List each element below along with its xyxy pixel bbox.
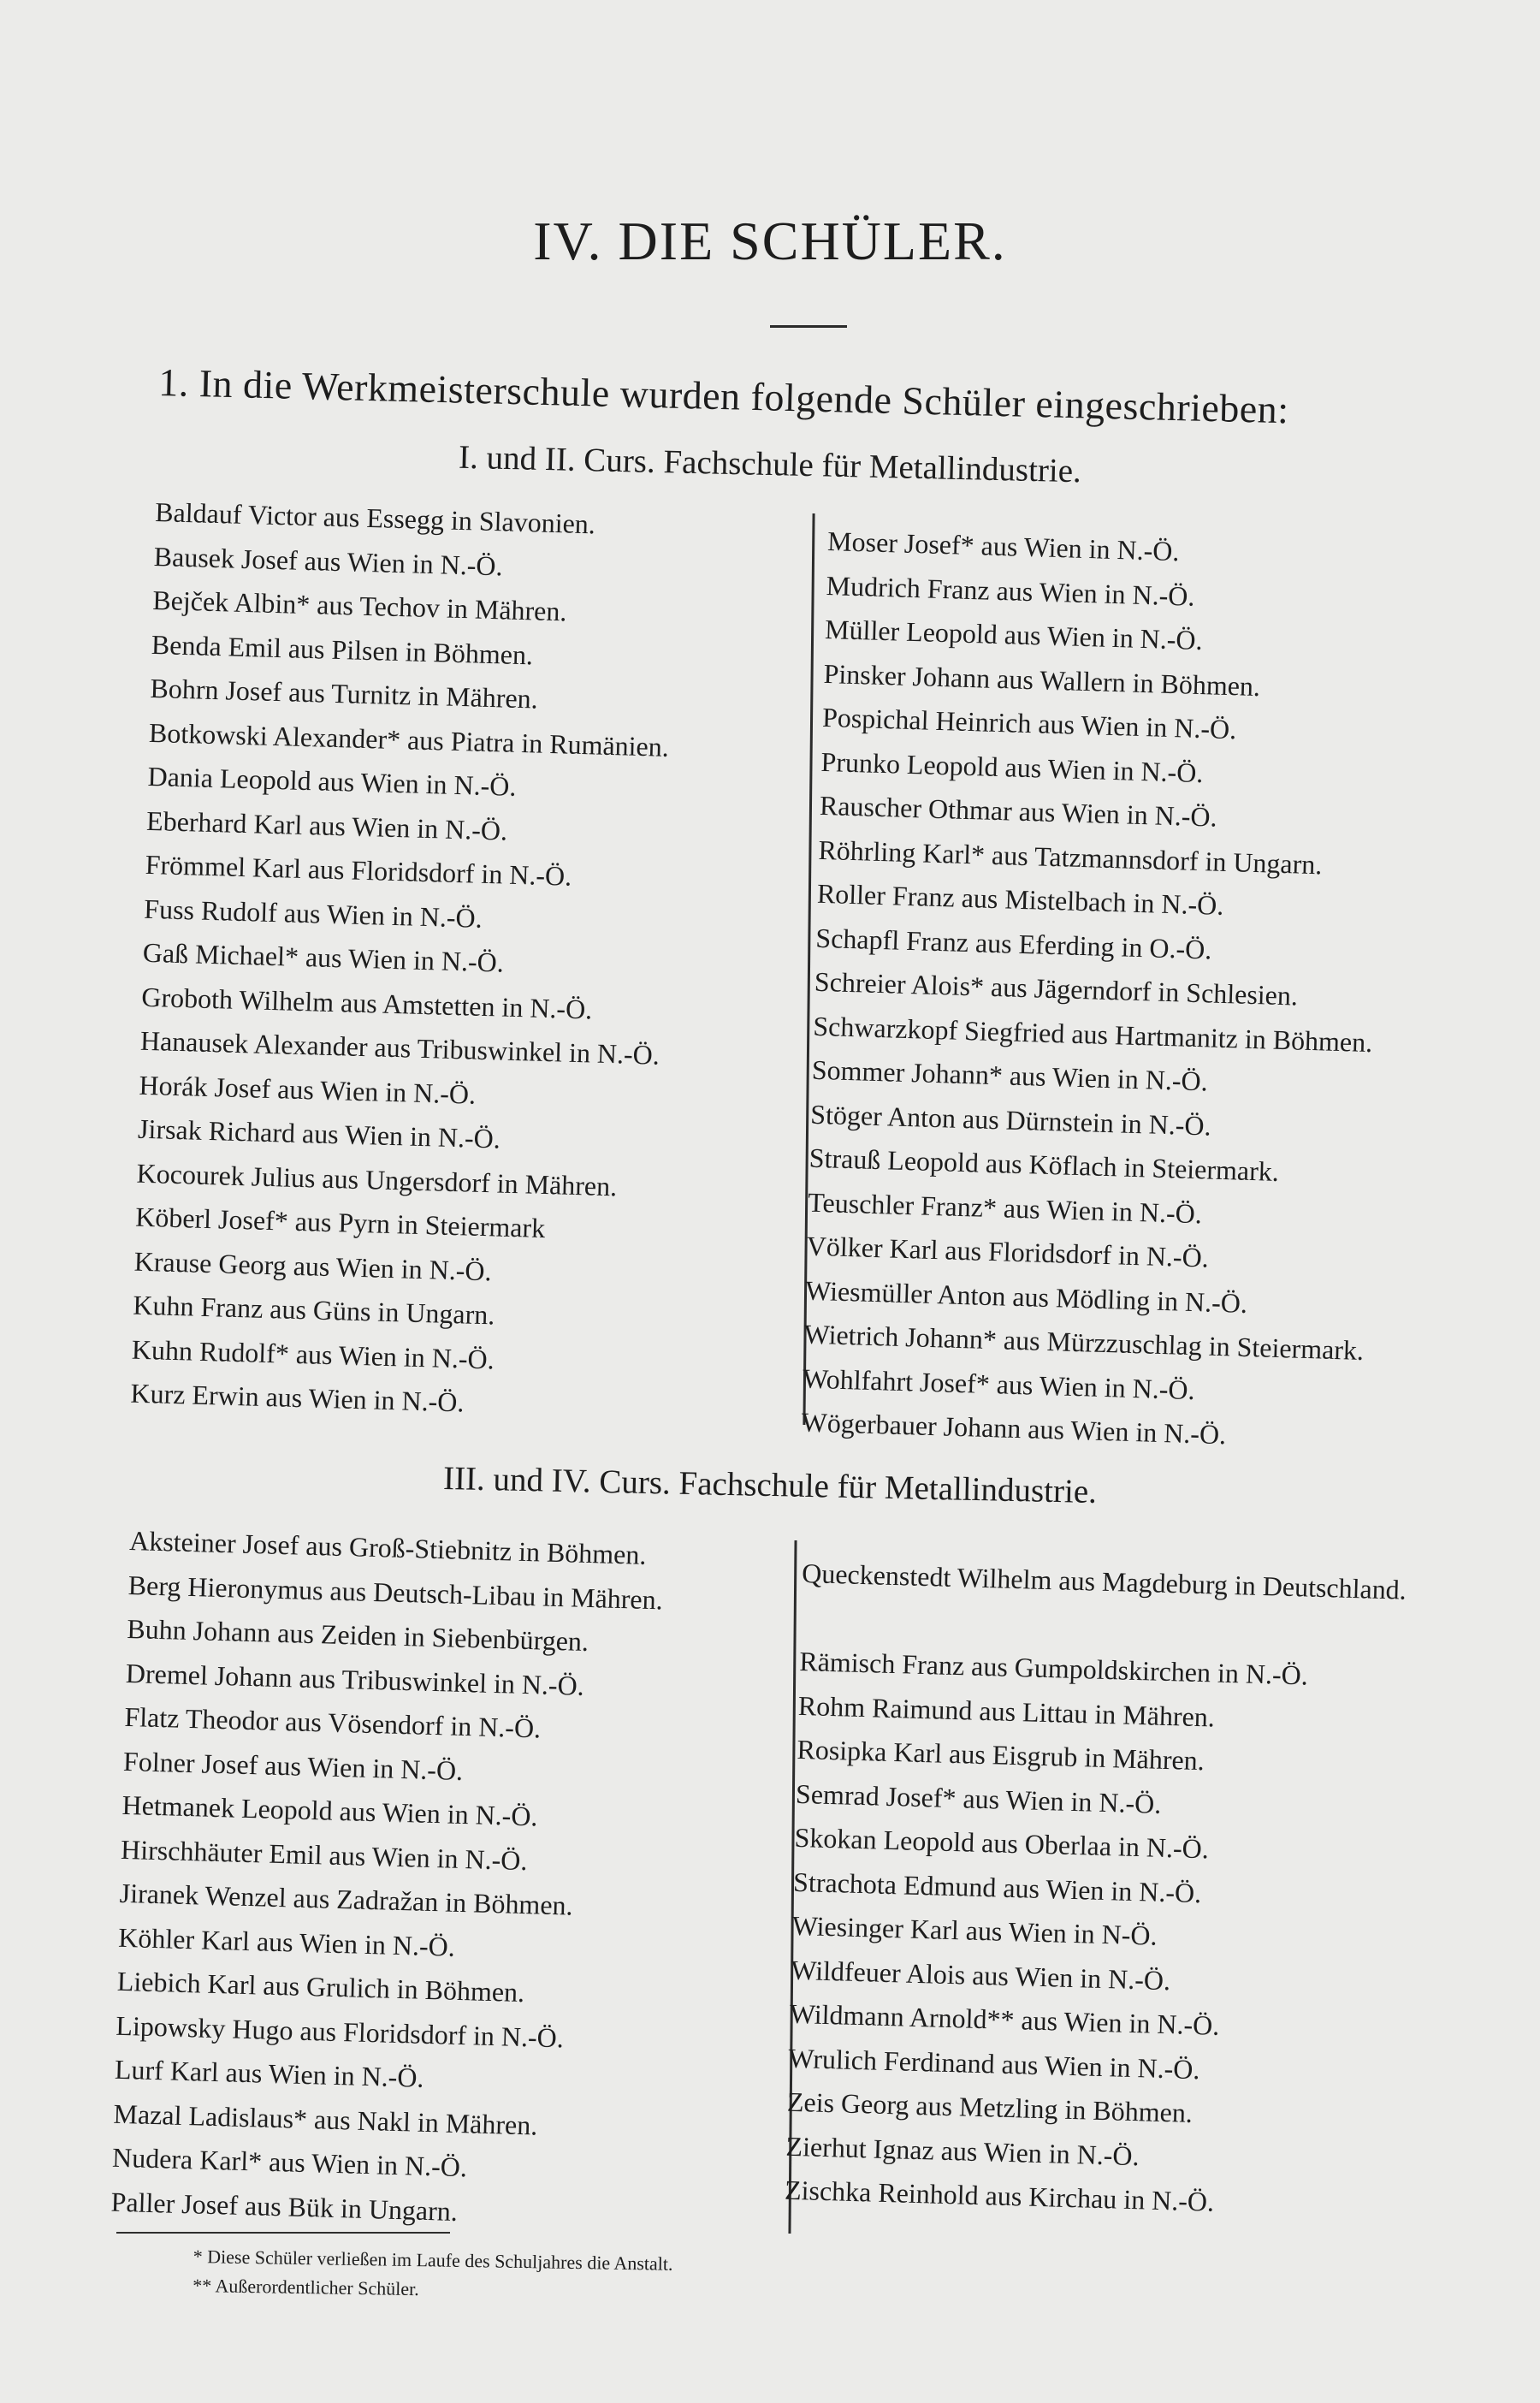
list-item: Wiesinger Karl aus Wien in N-Ö. <box>791 1909 1158 1951</box>
list-item: Strachota Edmund aus Wien in N.-Ö. <box>792 1866 1202 1908</box>
list-item: Roller Franz aus Mistelbach in N.-Ö. <box>816 877 1224 921</box>
list-item: Aksteiner Josef aus Groß-Stiebnitz in Böhmen. <box>128 1524 647 1570</box>
list-item: Hanausek Alexander aus Tribuswinkel in N.-Ö. <box>139 1024 660 1071</box>
list-item: Flatz Theodor aus Vösendorf in N.-Ö. <box>124 1700 542 1744</box>
list-item: Zierhut Ignaz aus Wien in N.-Ö. <box>785 2130 1140 2171</box>
list-item: Semrad Josef* aus Wien in N.-Ö. <box>795 1777 1162 1819</box>
section2-heading: III. und IV. Curs. Fachschule für Metallindustrie. <box>442 1460 1098 1510</box>
list-item: Dania Leopold aus Wien in N.-Ö. <box>147 760 517 802</box>
list-item: Eberhard Karl aus Wien in N.-Ö. <box>145 804 508 846</box>
section1-left-list <box>130 490 676 1430</box>
list-item: Schwarzkopf Siegfried aus Hartmanitz in Böhmen. <box>812 1010 1373 1058</box>
list-item: Wögerbauer Johann aus Wien in N.-Ö. <box>801 1406 1227 1451</box>
footnote-item: ** Außerordentlicher Schüler. <box>192 2274 419 2300</box>
list-item: Mazal Ladislaus* aus Nakl in Mähren. <box>113 2097 538 2141</box>
list-item: Kocourek Julius aus Ungersdorf in Mähren. <box>136 1157 618 1202</box>
list-item: Teuschler Franz* aus Wien in N.-Ö. <box>807 1186 1203 1229</box>
list-item: Kurz Erwin aus Wien in N.-Ö. <box>130 1377 465 1418</box>
list-item: Horák Josef aus Wien in N.-Ö. <box>139 1069 477 1110</box>
list-item: Rämisch Franz aus Gumpoldskirchen in N.-Ö. <box>798 1645 1309 1691</box>
list-item: Strauß Leopold aus Köflach in Steiermark. <box>808 1142 1280 1187</box>
list-item: Wrulich Ferdinand aus Wien in N.-Ö. <box>787 2042 1200 2085</box>
list-item: Dremel Johann aus Tribuswinkel in N.-Ö. <box>125 1657 585 1701</box>
list-item: Wiesmüller Anton aus Mödling in N.-Ö. <box>804 1274 1248 1319</box>
list-item: Hetmanek Leopold aus Wien in N.-Ö. <box>121 1789 538 1832</box>
list-item: Moser Josef* aus Wien in N.-Ö. <box>826 525 1181 567</box>
list-item: Prunko Leopold aus Wien in N.-Ö. <box>820 745 1204 788</box>
list-item: Rohm Raimund aus Littau in Mähren. <box>797 1689 1216 1733</box>
list-item: Krause Georg aus Wien in N.-Ö. <box>133 1245 493 1286</box>
footnote-rule <box>116 2232 450 2234</box>
list-item: Pospichal Heinrich aus Wien in N.-Ö. <box>821 701 1237 745</box>
section1-heading: I. und II. Curs. Fachschule für Metallindustrie. <box>458 438 1082 490</box>
list-item: Nudera Karl* aus Wien in N.-Ö. <box>111 2141 468 2183</box>
list-item: Müller Leopold aus Wien in N.-Ö. <box>824 613 1204 656</box>
list-item: Skokan Leopold aus Oberlaa in N.-Ö. <box>794 1821 1210 1865</box>
title-divider <box>770 325 847 328</box>
list-item: Wildfeuer Alois aus Wien in N.-Ö. <box>790 1954 1171 1996</box>
list-item: Benda Emil aus Pilsen in Böhmen. <box>151 628 534 670</box>
list-item: Botkowski Alexander* aus Piatra in Rumänien. <box>148 716 670 762</box>
list-item: Zeis Georg aus Metzling in Böhmen. <box>786 2086 1194 2128</box>
intro-text: 1. In die Werkmeisterschule wurden folgende Schüler eingeschrieben: <box>157 359 1290 432</box>
list-item: Bejček Albin* aus Techov in Mähren. <box>151 584 567 627</box>
list-item: Wietrich Johann* aus Mürzzuschlag in Steiermark. <box>803 1318 1365 1366</box>
list-item: Jirsak Richard aus Wien in N.-Ö. <box>137 1112 501 1154</box>
list-item: Lipowsky Hugo aus Floridsdorf in N.-Ö. <box>115 2009 565 2053</box>
list-item: Jiranek Wenzel aus Zadražan in Böhmen. <box>119 1877 574 1921</box>
list-item: Bausek Josef aus Wien in N.-Ö. <box>153 540 504 581</box>
footnotes <box>192 2242 673 2308</box>
list-item: Gaß Michael* aus Wien in N.-Ö. <box>142 936 505 978</box>
list-item: Berg Hieronymus aus Deutsch-Libau in Mähren. <box>127 1569 664 1615</box>
page-title: IV. DIE SCHÜLER. <box>533 211 1007 271</box>
list-item: Stöger Anton aus Dürnstein in N.-Ö. <box>809 1098 1212 1142</box>
list-item: Wildmann Arnold** aus Wien in N.-Ö. <box>789 1997 1220 2041</box>
list-item: Lurf Karl aus Wien in N.-Ö. <box>114 2053 424 2093</box>
list-item: Frömmel Karl aus Floridsdorf in N.-Ö. <box>145 848 572 892</box>
list-item: Folner Josef aus Wien in N.-Ö. <box>122 1745 464 1786</box>
list-item: Sommer Johann* aus Wien in N.-Ö. <box>811 1053 1209 1097</box>
section1-right-list <box>801 519 1388 1461</box>
list-item: Paller Josef aus Bük in Ungarn. <box>110 2186 459 2227</box>
list-item: Rauscher Othmar aus Wien in N.-Ö. <box>819 789 1218 833</box>
list-item: Queckenstedt Wilhelm aus Magdeburg in Deutschland. <box>801 1557 1407 1605</box>
list-item: Kuhn Rudolf* aus Wien in N.-Ö. <box>131 1333 495 1374</box>
list-item: Wohlfahrt Josef* aus Wien in N.-Ö. <box>802 1362 1196 1405</box>
section2-left-list <box>110 1519 665 2239</box>
list-item: Schapfl Franz aus Eferding in O.-Ö. <box>814 922 1212 965</box>
list-item: Zischka Reinhold aus Kirchau in N.-Ö. <box>784 2174 1215 2217</box>
list-item: Baldauf Victor aus Essegg in Slavonien. <box>154 495 596 540</box>
list-item: Schreier Alois* aus Jägerndorf in Schlesien. <box>814 965 1299 1012</box>
list-item: Bohrn Josef aus Turnitz in Mähren. <box>150 672 539 715</box>
list-item: Liebich Karl aus Grulich in Böhmen. <box>116 1965 525 2008</box>
list-item: Röhrling Karl* aus Tatzmannsdorf in Ungarn. <box>818 834 1323 880</box>
list-item: Buhn Johann aus Zeiden in Siebenbürgen. <box>126 1612 589 1658</box>
list-item: Fuss Rudolf aus Wien in N.-Ö. <box>143 893 483 934</box>
list-item: Mudrich Franz aus Wien in N.-Ö. <box>826 569 1195 612</box>
list-item: Völker Karl aus Floridsdorf in N.-Ö. <box>806 1230 1210 1273</box>
list-item: Köhler Karl aus Wien in N.-Ö. <box>117 1921 456 1962</box>
section2-right-list <box>784 1552 1452 2230</box>
list-item: Kuhn Franz aus Güns in Ungarn. <box>132 1289 495 1331</box>
list-item: Rosipka Karl aus Eisgrub in Mähren. <box>797 1733 1205 1777</box>
list-item: Pinsker Johann aus Wallern in Böhmen. <box>823 657 1261 702</box>
list-item: Groboth Wilhelm aus Amstetten in N.-Ö. <box>140 981 593 1024</box>
list-item: Köberl Josef* aus Pyrn in Steiermark <box>134 1201 546 1244</box>
footnote-item: * Diese Schüler verließen im Laufe des Schuljahres die Anstalt. <box>192 2245 673 2275</box>
list-item: Hirschhäuter Emil aus Wien in N.-Ö. <box>120 1833 528 1876</box>
